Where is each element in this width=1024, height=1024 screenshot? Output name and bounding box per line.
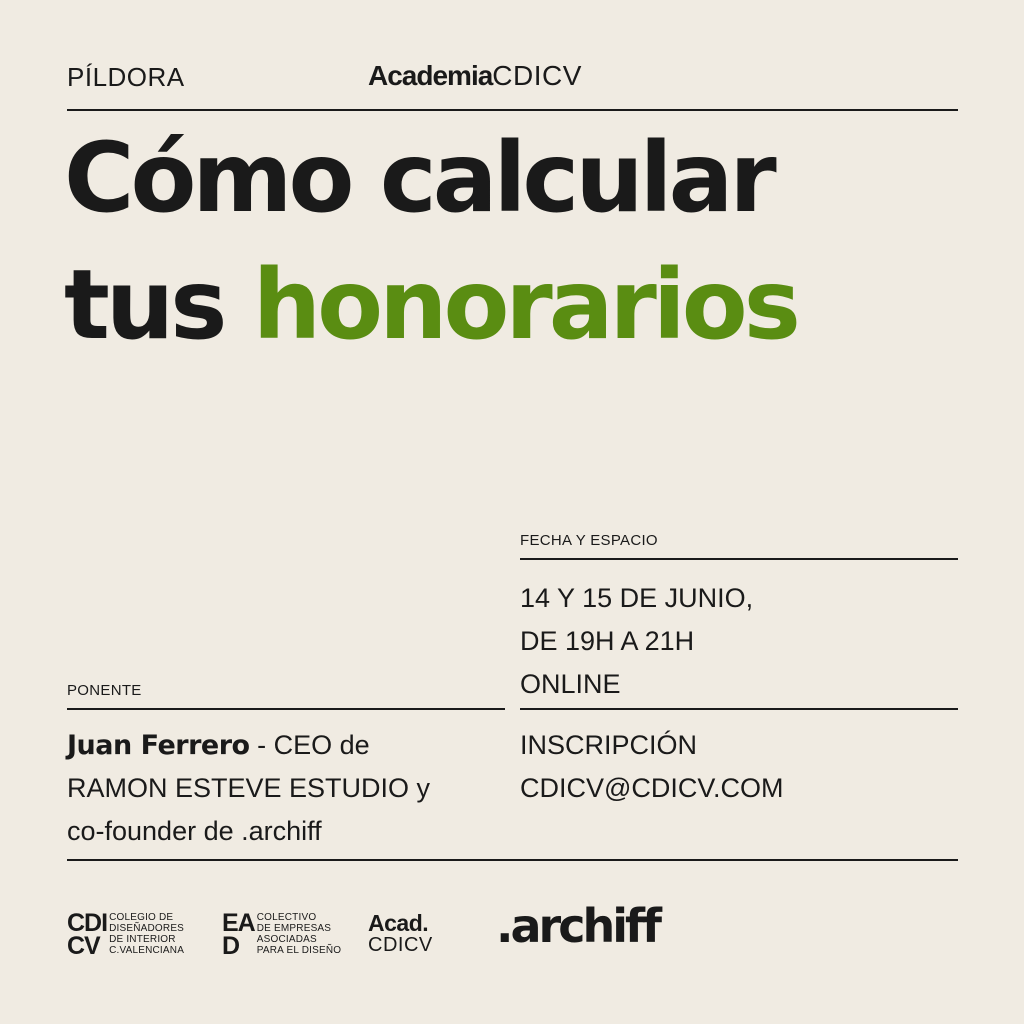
title-line-1: Cómo calcular (64, 122, 773, 234)
ead-logo (222, 909, 342, 960)
title-line-2 (64, 249, 797, 361)
registration-divider (520, 708, 958, 710)
footer-divider (67, 859, 958, 861)
category-label: PÍLDORA (67, 62, 185, 92)
acad-line-2: CDICV (368, 934, 433, 956)
acad-cdicv-logo (368, 912, 433, 956)
date-divider (520, 558, 958, 560)
speaker-role-3: co-founder de .archiff (67, 816, 322, 846)
ead-mark: EA D (222, 909, 255, 960)
date-line-2: DE 19H A 21H (520, 626, 695, 656)
academia-logo (368, 60, 582, 92)
date-line-3: ONLINE (520, 669, 621, 699)
ead-text: COLECTIVO DE EMPRESAS ASOCIADAS PARA EL DISEÑO (256, 912, 342, 956)
acad-line-1: Acad. (368, 910, 429, 936)
cdicv-mark: CDI CV (67, 909, 108, 960)
speaker-divider (67, 708, 505, 710)
speaker-role-2: RAMON ESTEVE ESTUDIO y (67, 773, 431, 803)
date-label: FECHA Y ESPACIO (520, 532, 658, 549)
registration-label: INSCRIPCIÓN (520, 730, 698, 760)
archiff-logo: .archiff (496, 899, 660, 953)
registration-email[interactable]: CDICV@CDICV.COM (520, 773, 784, 803)
registration-block (520, 724, 783, 810)
title-prefix: tus (64, 249, 224, 361)
speaker-details (67, 724, 430, 853)
cdicv-text: COLEGIO DE DISEÑADORES DE INTERIOR C.VALENCIANA (109, 912, 185, 956)
brand-bold: Academia (368, 60, 493, 91)
brand-light: CDICV (492, 60, 582, 91)
cdicv-logo (67, 909, 185, 960)
title-highlight: honorarios (252, 249, 797, 361)
event-details (520, 577, 753, 706)
speaker-label: PONENTE (67, 682, 142, 699)
header-divider (67, 109, 958, 111)
date-line-1: 14 Y 15 DE JUNIO, (520, 583, 754, 613)
speaker-name: Juan Ferrero (67, 730, 250, 761)
speaker-role-1: - CEO de (249, 730, 370, 760)
